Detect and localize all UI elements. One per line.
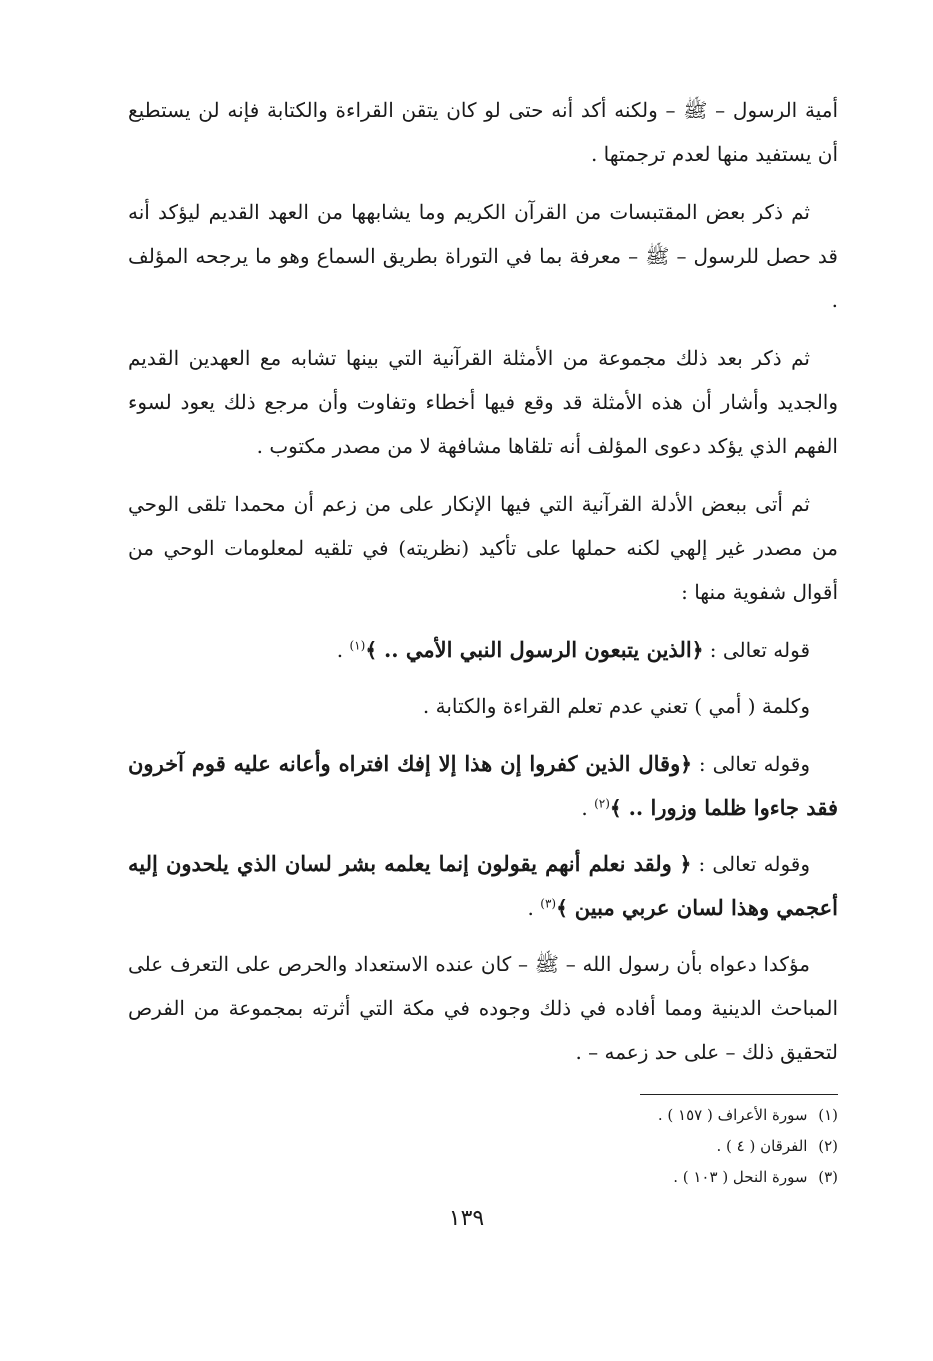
quran-quote-3 — [128, 842, 838, 930]
quote-intro: وقوله تعالى : — [691, 852, 810, 876]
footnote-separator — [640, 1094, 838, 1095]
quote-text: وقال الذين كفروا إن هذا إلا إفك افتراه وأعانه عليه قوم آخرون فقد جاءوا ظلما وزورا .. — [128, 751, 838, 820]
quote-open-bracket: ﴿ — [691, 638, 704, 662]
paragraph-6: مؤكدا دعواه بأن رسول الله – ﷺ – كان عنده الاستعداد والحرص على التعرف على المباحث الدينية ومما أفاده في ذلك وجوده في مكة التي أثرته بمجموعة من الفرص لتحقيق ذلك – على حد زعمه – . — [128, 952, 838, 1064]
quote-open-bracket: ﴿ — [671, 852, 692, 876]
paragraph-5: وكلمة ( أمي ) تعني عدم تعلم القراءة والكتابة . — [422, 694, 810, 718]
quote-end: . — [527, 896, 541, 920]
footnote-number: (١) — [818, 1106, 838, 1124]
quote-open-bracket: ﴿ — [680, 752, 692, 776]
quote-close-bracket: ﴾ — [556, 896, 575, 920]
quote-close-bracket: ﴾ — [609, 796, 629, 820]
quote-intro: وقوله تعالى : — [691, 752, 811, 776]
page-number: ١٣٩ — [448, 1206, 485, 1231]
quote-end: . — [581, 796, 595, 820]
footnote-text: سورة الأعراف ( ١٥٧ ) . — [657, 1106, 808, 1124]
quote-text: الذين يتبعون الرسول النبي الأمي .. — [384, 637, 692, 662]
footnote-text: الفرقان ( ٤ ) . — [716, 1137, 808, 1155]
footnote-number: (٢) — [818, 1137, 838, 1155]
paragraph-3: ثم ذكر بعد ذلك مجموعة من الأمثلة القرآنية التي بينها تشابه مع العهدين القديم والجديد وأشار أن هذه الأمثلة قد وقع فيها أخطاء وتفاوت وأن مرجع ذلك يعود لسوء الفهم الذي يؤكد دعوى المؤلف أنه تلقاها مشافهة لا من مصدر مكتوب . — [128, 346, 838, 458]
footnote-3 — [500, 1162, 838, 1193]
quran-quote-1 — [128, 628, 838, 672]
page-body — [128, 88, 838, 1088]
footnote-2 — [500, 1131, 838, 1162]
quote-close-bracket: ﴾ — [365, 638, 384, 662]
footnote-ref-1: (١) — [349, 638, 366, 653]
footnote-number: (٣) — [818, 1168, 838, 1186]
footnotes — [500, 1100, 838, 1193]
footnote-ref-2: (٢) — [594, 796, 610, 811]
footnote-ref-3: (٣) — [540, 896, 557, 911]
paragraph-4: ثم أتى ببعض الأدلة القرآنية التي فيها الإنكار على من زعم أن محمدا تلقى الوحي من مصدر غير إلهي لكنه حملها على تأكيد (نظريته) في تلقيه لمعلومات الوحي من أقوال شفوية منها : — [128, 492, 838, 604]
footnote-text: سورة النحل ( ١٠٣ ) . — [673, 1168, 808, 1186]
paragraph-1: أمية الرسول – ﷺ – ولكنه أكد أنه حتى لو كان يتقن القراءة والكتابة فإنه لن يستطيع أن يستفيد منها لعدم ترجمتها . — [128, 98, 838, 166]
quote-intro: قوله تعالى : — [703, 638, 810, 662]
quote-text: ولقد نعلم أنهم يقولون إنما يعلمه بشر لسان الذي يلحدون إليه أعجمي وهذا لسان عربي مبين — [128, 851, 838, 920]
footnote-1 — [500, 1100, 838, 1131]
quran-quote-2 — [128, 742, 838, 830]
quote-end: . — [336, 638, 350, 662]
paragraph-2: ثم ذكر بعض المقتبسات من القرآن الكريم وما يشابهها من العهد القديم ليؤكد أنه قد حصل للرسول – ﷺ – معرفة بما في التوراة بطريق السماع وهو ما يرجحه المؤلف . — [128, 200, 838, 312]
